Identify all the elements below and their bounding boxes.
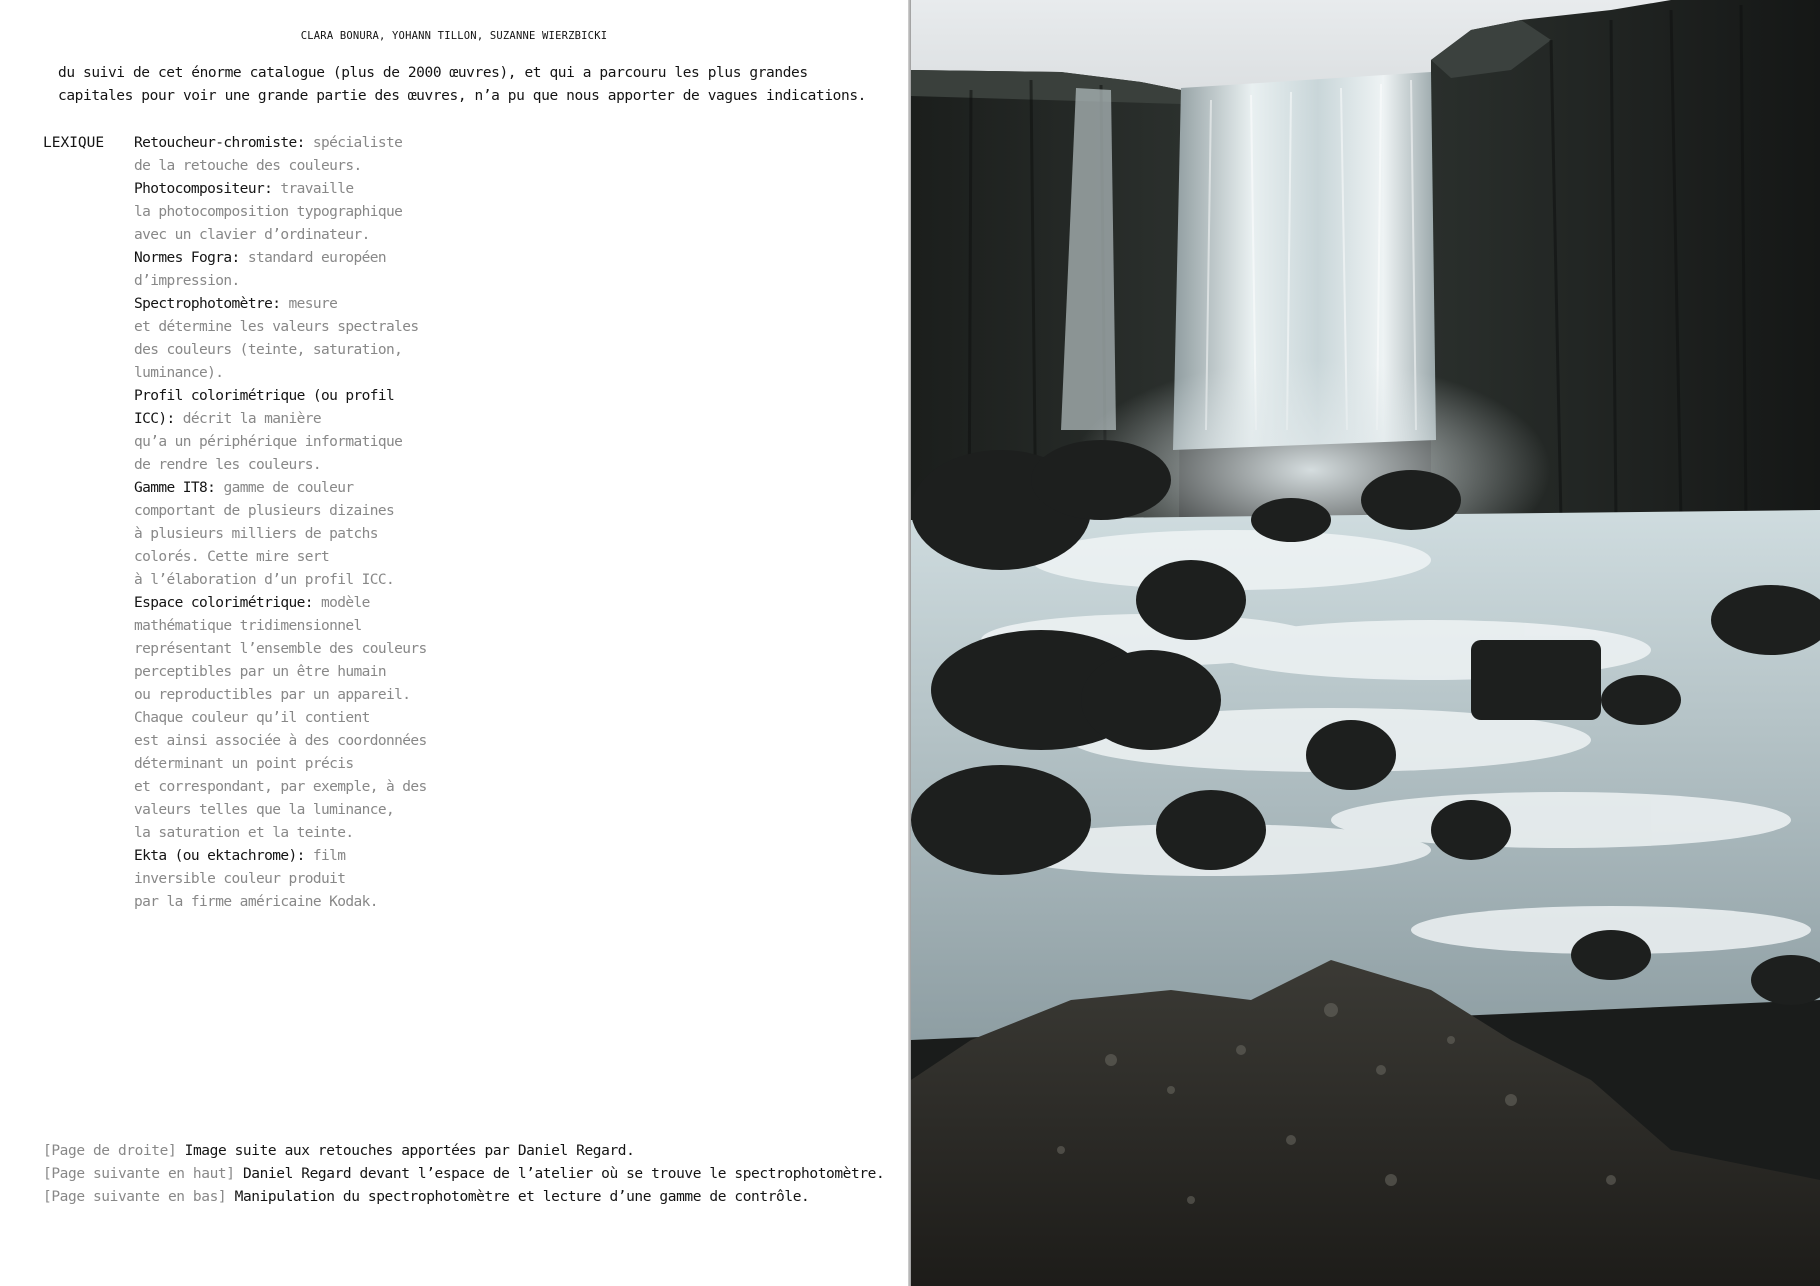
glossary-definition-line: à l’élaboration d’un profil ICC. [134, 572, 395, 588]
glossary-definition-line: inversible couleur produit [134, 871, 346, 887]
glossary-entry [134, 293, 434, 385]
intro-line: capitales pour voir une grande partie des œuvres, n’a pu que nous apporter de vagues indications. [58, 88, 866, 104]
glossary-definition-line: qu’a un périphérique informatique [134, 434, 403, 450]
glossary-definition: mesure [288, 296, 338, 312]
glossary-definition-line: valeurs telles que la luminance, [134, 802, 395, 818]
waterfall-photo-illustration [911, 0, 1820, 1286]
caption-text: Manipulation du spectrophotomètre et lecture d’une gamme de contrôle. [234, 1189, 810, 1205]
glossary-list [134, 132, 434, 914]
caption-tag: [Page suivante en haut] [43, 1166, 235, 1182]
glossary-line [134, 408, 434, 431]
glossary-definition: film [312, 848, 346, 864]
glossary-definition-line: ou reproductibles par un appareil. [134, 687, 411, 703]
glossary-term: Spectrophotomètre: [134, 296, 281, 312]
glossary-term: Ekta (ou ektachrome): [134, 848, 305, 864]
glossary-term: Retoucheur-chromiste: [134, 135, 305, 151]
glossary-line [134, 293, 434, 316]
glossary-definition-line: Chaque couleur qu’il contient [134, 710, 370, 726]
glossary-definition-line: comportant de plusieurs dizaines [134, 503, 395, 519]
glossary-definition-line: et détermine les valeurs spectrales [134, 319, 419, 335]
glossary-definition-line: à plusieurs milliers de patchs [134, 526, 378, 542]
glossary-definition-line: mathématique tridimensionnel [134, 618, 362, 634]
caption-next-page-top [43, 1163, 883, 1186]
glossary-definition-line: des couleurs (teinte, saturation, [134, 342, 403, 358]
glossary-definition-line: d’impression. [134, 273, 240, 289]
intro-line: du suivi de cet énorme catalogue (plus de 2000 œuvres), et qui a parcouru les plus grandes [58, 65, 808, 81]
glossary-entry [134, 132, 434, 178]
glossary-definition-line: avec un clavier d’ordinateur. [134, 227, 370, 243]
glossary-definition-line: par la firme américaine Kodak. [134, 894, 378, 910]
glossary-definition: spécialiste [312, 135, 403, 151]
caption-next-page-bottom [43, 1186, 883, 1209]
lexique-heading: LEXIQUE [43, 135, 105, 151]
glossary-entry [134, 178, 434, 247]
glossary-entry [134, 845, 434, 914]
image-captions [43, 1140, 883, 1209]
glossary-definition-line: de rendre les couleurs. [134, 457, 321, 473]
glossary-term: Profil colorimétrique (ou profil [134, 388, 395, 404]
glossary-line [134, 178, 434, 201]
glossary-line [134, 247, 434, 270]
glossary-entry [134, 247, 434, 293]
waterfall-photo [911, 0, 1820, 1286]
glossary-definition-line: et correspondant, par exemple, à des [134, 779, 427, 795]
caption-text: Daniel Regard devant l’espace de l’atelier où se trouve le spectrophotomètre. [242, 1166, 885, 1182]
glossary-entry [134, 592, 434, 845]
left-page [0, 0, 908, 1286]
glossary-definition-line: de la retouche des couleurs. [134, 158, 362, 174]
caption-tag: [Page de droite] [43, 1143, 177, 1159]
glossary-term: Gamme IT8: [134, 480, 216, 496]
glossary-entry [134, 477, 434, 592]
glossary-line [134, 845, 434, 868]
glossary-definition: gamme de couleur [223, 480, 354, 496]
glossary-definition-line: représentant l’ensemble des couleurs [134, 641, 427, 657]
caption-right-page [43, 1140, 883, 1163]
intro-paragraph [58, 62, 878, 108]
glossary-line [134, 132, 434, 155]
glossary-line [134, 385, 434, 408]
glossary-definition: standard européen [247, 250, 387, 266]
glossary-definition-line: la saturation et la teinte. [134, 825, 354, 841]
glossary-line [134, 592, 434, 615]
glossary-line [134, 477, 434, 500]
caption-text: Image suite aux retouches apportées par Daniel Regard. [184, 1143, 635, 1159]
glossary-term: Photocompositeur: [134, 181, 273, 197]
glossary-definition: modèle [321, 595, 370, 611]
running-header-authors: CLARA BONURA, YOHANN TILLON, SUZANNE WIERZBICKI [300, 30, 608, 42]
glossary-definition-line: colorés. Cette mire sert [134, 549, 330, 565]
glossary-term: Normes Fogra: [134, 250, 240, 266]
glossary-definition-line: est ainsi associée à des coordonnées [134, 733, 427, 749]
glossary-term: Espace colorimétrique: [134, 595, 313, 611]
glossary-definition: travaille [280, 181, 354, 197]
glossary-definition-line: luminance). [134, 365, 224, 381]
glossary-definition-line: perceptibles par un être humain [134, 664, 387, 680]
glossary-definition-line: déterminant un point précis [134, 756, 354, 772]
caption-tag: [Page suivante en bas] [43, 1189, 227, 1205]
glossary-term: ICC): [134, 411, 175, 427]
glossary-definition-line: la photocomposition typographique [134, 204, 403, 220]
glossary-definition: décrit la manière [182, 411, 322, 427]
glossary-entry [134, 385, 434, 477]
